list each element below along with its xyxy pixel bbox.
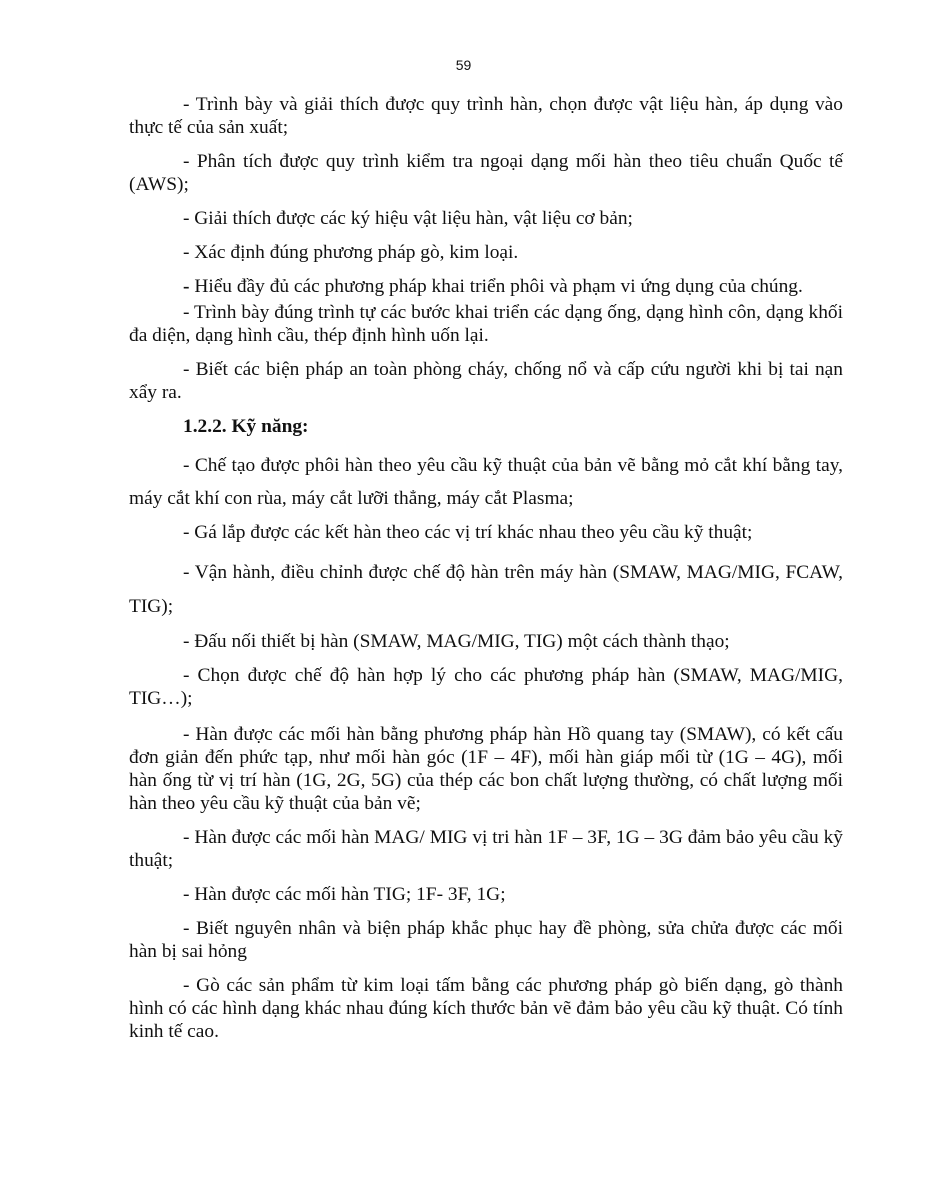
skill-item-6: - Hàn được các mối hàn bằng phương pháp hàn Hồ quang tay (SMAW), có kết cấu đơn giản đến phức tạp, như mối hàn góc (1F – 4F), mối hàn giáp mối từ (1G – 4G), mối hàn ống từ vị trí hàn (1G, 2G, 5G) của thép các bon chất lượng thường, có chất lượng mối hàn theo yêu cầu kỹ thuật của bản vẽ; <box>129 724 843 814</box>
skill-item-3: - Vận hành, điều chỉnh được chế độ hàn trên máy hàn (SMAW, MAG/MIG, FCAW, TIG); <box>129 562 843 617</box>
knowledge-item-2: - Phân tích được quy trình kiểm tra ngoại dạng mối hàn theo tiêu chuẩn Quốc tế (AWS); <box>129 151 843 195</box>
section-heading: 1.2.2. Kỹ năng: <box>183 416 309 437</box>
knowledge-item-3: - Giải thích được các ký hiệu vật liệu hàn, vật liệu cơ bản; <box>183 208 633 229</box>
skill-item-4: - Đấu nối thiết bị hàn (SMAW, MAG/MIG, TIG) một cách thành thạo; <box>183 631 730 652</box>
skill-item-8: - Hàn được các mối hàn TIG; 1F- 3F, 1G; <box>183 884 506 905</box>
knowledge-item-5 <box>129 275 843 298</box>
knowledge-item-1: - Trình bày và giải thích được quy trình hàn, chọn được vật liệu hàn, áp dụng vào thực tế của sản xuất; <box>129 94 843 138</box>
page-content <box>129 93 843 1043</box>
knowledge-item-6: - Trình bày đúng trình tự các bước khai triển các dạng ống, dạng hình côn, dạng khối đa diện, dạng hình cầu, thép định hình uốn lại. <box>129 302 843 346</box>
skill-item-7: - Hàn được các mối hàn MAG/ MIG vị tri hàn 1F – 3F, 1G – 3G đảm bảo yêu cầu kỹ thuật; <box>129 827 843 871</box>
knowledge-item-7: - Biết các biện pháp an toàn phòng cháy, chống nổ và cấp cứu người khi bị tai nạn xẩy ra. <box>129 359 843 403</box>
skill-item-1: - Chế tạo được phôi hàn theo yêu cầu kỹ thuật của bản vẽ bằng mỏ cắt khí bằng tay, máy cắt khí con rùa, máy cắt lưỡi thẳng, máy cắt Plasma; <box>129 455 843 509</box>
skill-item-10: - Gò các sản phẩm từ kim loại tấm bằng các phương pháp gò biến dạng, gò thành hình có các hình dạng khác nhau đúng kích thước bản vẽ đảm bảo yêu cầu kỹ thuật. Có tính kinh tế cao. <box>129 975 843 1042</box>
skill-item-5: - Chọn được chế độ hàn hợp lý cho các phương pháp hàn (SMAW, MAG/MIG, TIG…); <box>129 665 843 709</box>
page-number: 59 <box>455 57 472 73</box>
knowledge-item-4: - Xác định đúng phương pháp gò, kim loại. <box>183 242 519 263</box>
bold-dash: - <box>183 276 195 297</box>
knowledge-item-5-text: Hiểu đầy đủ các phương pháp khai triển phôi và phạm vi ứng dụng của chúng. <box>194 276 803 297</box>
skill-item-9: - Biết nguyên nhân và biện pháp khắc phục hay đề phòng, sửa chửa được các mối hàn bị sai hỏng <box>129 918 843 962</box>
skill-item-2: - Gá lắp được các kết hàn theo các vị trí khác nhau theo yêu cầu kỹ thuật; <box>183 522 753 543</box>
